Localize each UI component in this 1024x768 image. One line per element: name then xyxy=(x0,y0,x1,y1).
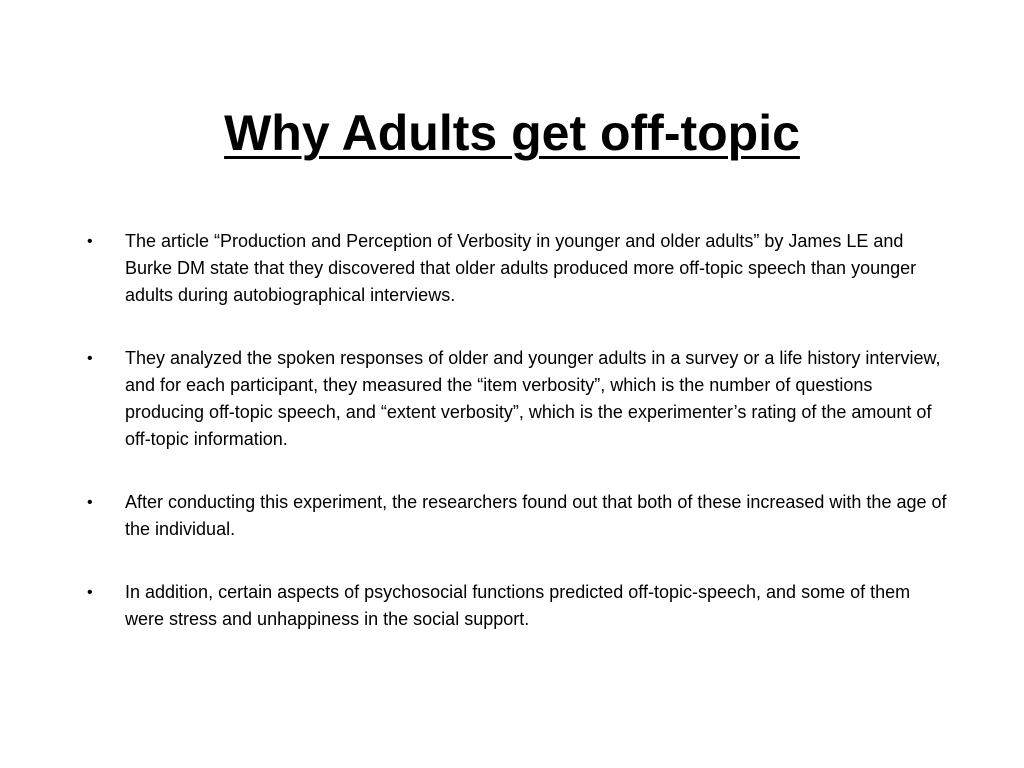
bullet-text: The article “Production and Perception of Verbosity in younger and older adults” by James LE and Burke DM state that they discovered that older adults produced more off-topic speech than younger adults during autobiographical interviews. xyxy=(125,231,917,305)
bullet-text: After conducting this experiment, the researchers found out that both of these increased with the age of the individual. xyxy=(125,492,947,539)
bullet-icon: • xyxy=(87,233,93,250)
bullet-icon: • xyxy=(87,350,93,367)
bullet-icon: • xyxy=(87,584,93,601)
bullet-item xyxy=(87,345,947,453)
bullet-item xyxy=(87,489,947,543)
bullet-icon: • xyxy=(87,494,93,511)
bullet-text: In addition, certain aspects of psychosocial functions predicted off-topic-speech, and some of them were stress and unhappiness in the social support. xyxy=(125,582,911,629)
bullet-item xyxy=(87,228,947,309)
bullet-list xyxy=(87,228,947,669)
bullet-text: They analyzed the spoken responses of older and younger adults in a survey or a life history interview, and for each participant, they measured the “item verbosity”, which is the number of questions producing off-topic speech, and “extent verbosity”, which is the experimenter’s rating of the amount of off-topic information. xyxy=(125,348,941,449)
bullet-item xyxy=(87,579,947,633)
slide-title: Why Adults get off-topic xyxy=(224,105,800,161)
